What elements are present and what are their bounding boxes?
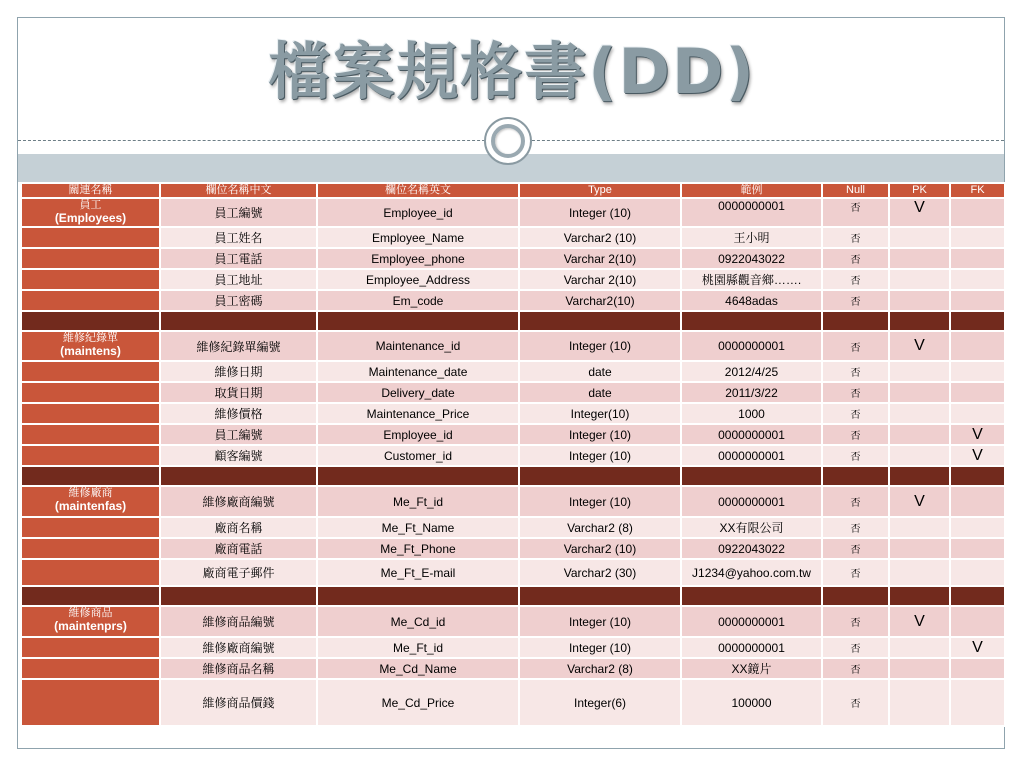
separator-cell (21, 311, 160, 331)
field-name-zh: 維修商品名稱 (160, 658, 317, 679)
field-name-en: Employee_phone (317, 248, 519, 269)
field-null: 否 (822, 331, 889, 361)
separator-cell (681, 466, 822, 486)
field-name-zh: 維修價格 (160, 403, 317, 424)
field-example: 100000 (681, 679, 822, 726)
separator-cell (950, 466, 1005, 486)
field-type: Integer (10) (519, 486, 681, 517)
header-type: Type (519, 183, 681, 198)
field-name-zh: 員工編號 (160, 198, 317, 227)
relation-name-en: (maintenfas) (54, 499, 127, 513)
relation-empty-cell (21, 658, 160, 679)
table-row (21, 227, 1005, 248)
field-type: date (519, 361, 681, 382)
field-name-en: Me_Ft_Phone (317, 538, 519, 559)
field-example: 0000000001 (681, 331, 822, 361)
field-example: 桃園縣觀音鄉……. (681, 269, 822, 290)
field-fk (950, 227, 1005, 248)
separator-cell (160, 311, 317, 331)
field-name-zh: 維修廠商編號 (160, 637, 317, 658)
field-name-en: Employee_Address (317, 269, 519, 290)
separator-cell (681, 311, 822, 331)
relation-empty-cell (21, 227, 160, 248)
relation-name-zh: 維修廠商 (68, 487, 113, 499)
field-name-en: Maintenance_date (317, 361, 519, 382)
relation-empty-cell (21, 424, 160, 445)
group-separator-row (21, 466, 1005, 486)
field-null: 否 (822, 424, 889, 445)
separator-cell (681, 586, 822, 606)
group-separator-row (21, 311, 1005, 331)
relation-name-en: (Employees) (54, 211, 127, 225)
field-name-en: Me_Ft_id (317, 486, 519, 517)
header-field-en: 欄位名稱英文 (317, 183, 519, 198)
separator-cell (21, 586, 160, 606)
field-type: Varchar2 (30) (519, 559, 681, 586)
table-row (21, 361, 1005, 382)
relation-name-zh: 維修紀錄單 (63, 332, 118, 344)
field-name-zh: 員工地址 (160, 269, 317, 290)
field-name-en: Me_Ft_Name (317, 517, 519, 538)
field-name-zh: 取貨日期 (160, 382, 317, 403)
field-fk (950, 198, 1005, 227)
field-name-en: Me_Cd_id (317, 606, 519, 637)
field-example: 2011/3/22 (681, 382, 822, 403)
relation-empty-cell (21, 290, 160, 311)
separator-cell (519, 586, 681, 606)
separator-cell (822, 466, 889, 486)
field-fk (950, 290, 1005, 311)
field-fk (950, 382, 1005, 403)
relation-empty-cell (21, 517, 160, 538)
field-name-en: Employee_id (317, 424, 519, 445)
field-name-zh: 顧客編號 (160, 445, 317, 466)
field-fk (950, 248, 1005, 269)
field-example: 0000000001 (681, 424, 822, 445)
field-pk (889, 227, 950, 248)
header-fk: FK (950, 183, 1005, 198)
field-null: 否 (822, 445, 889, 466)
field-example: 0922043022 (681, 248, 822, 269)
field-example: 0000000001 (681, 637, 822, 658)
relation-name-zh: 員工 (79, 199, 102, 211)
table-row (21, 424, 1005, 445)
field-pk: V (889, 606, 950, 637)
relation-name-cell (21, 606, 160, 637)
field-type: Varchar2(10) (519, 290, 681, 311)
field-pk (889, 269, 950, 290)
separator-cell (317, 311, 519, 331)
field-type: Varchar2 (8) (519, 658, 681, 679)
separator-cell (21, 466, 160, 486)
separator-cell (160, 586, 317, 606)
field-fk: V (950, 424, 1005, 445)
field-name-en: Me_Ft_id (317, 637, 519, 658)
relation-empty-cell (21, 382, 160, 403)
relation-empty-cell (21, 445, 160, 466)
field-fk: V (950, 637, 1005, 658)
separator-cell (519, 466, 681, 486)
separator-cell (160, 466, 317, 486)
field-name-en: Em_code (317, 290, 519, 311)
field-example: 0000000001 (681, 606, 822, 637)
table-row (21, 679, 1005, 726)
table-row (21, 248, 1005, 269)
table-row (21, 198, 1005, 227)
field-name-en: Delivery_date (317, 382, 519, 403)
field-null: 否 (822, 679, 889, 726)
field-type: Integer(10) (519, 403, 681, 424)
field-fk (950, 679, 1005, 726)
field-name-zh: 廠商名稱 (160, 517, 317, 538)
field-name-zh: 員工電話 (160, 248, 317, 269)
relation-name-cell (21, 331, 160, 361)
table-row (21, 637, 1005, 658)
relation-empty-cell (21, 637, 160, 658)
field-pk (889, 637, 950, 658)
separator-cell (822, 311, 889, 331)
relation-empty-cell (21, 403, 160, 424)
field-name-en: Employee_id (317, 198, 519, 227)
field-type: Varchar 2(10) (519, 269, 681, 290)
field-type: Integer (10) (519, 331, 681, 361)
data-dictionary-table (20, 182, 1006, 727)
table-row (21, 445, 1005, 466)
table-header-row (21, 183, 1005, 198)
field-fk (950, 331, 1005, 361)
field-fk (950, 517, 1005, 538)
separator-cell (889, 466, 950, 486)
field-example: 2012/4/25 (681, 361, 822, 382)
separator-cell (889, 586, 950, 606)
field-pk (889, 538, 950, 559)
separator-cell (317, 586, 519, 606)
field-example: 王小明 (681, 227, 822, 248)
field-name-en: Employee_Name (317, 227, 519, 248)
field-name-en: Me_Ft_E-mail (317, 559, 519, 586)
table-row (21, 559, 1005, 586)
field-null: 否 (822, 486, 889, 517)
field-name-zh: 廠商電話 (160, 538, 317, 559)
field-name-en: Me_Cd_Price (317, 679, 519, 726)
table-row (21, 538, 1005, 559)
table-row (21, 290, 1005, 311)
relation-name-cell (21, 198, 160, 227)
field-name-zh: 維修日期 (160, 361, 317, 382)
separator-cell (317, 466, 519, 486)
header-pk: PK (889, 183, 950, 198)
relation-name-cell (21, 486, 160, 517)
relation-empty-cell (21, 361, 160, 382)
field-example: J1234@yahoo.com.tw (681, 559, 822, 586)
separator-cell (950, 311, 1005, 331)
header-field-zh: 欄位名稱中文 (160, 183, 317, 198)
field-name-zh: 維修商品價錢 (160, 679, 317, 726)
header-example: 範例 (681, 183, 822, 198)
field-example: XX有限公司 (681, 517, 822, 538)
table-row (21, 658, 1005, 679)
table-row (21, 606, 1005, 637)
separator-cell (889, 311, 950, 331)
field-null: 否 (822, 269, 889, 290)
field-pk (889, 658, 950, 679)
relation-empty-cell (21, 269, 160, 290)
relation-name-en: (maintenprs) (54, 619, 127, 633)
field-name-zh: 維修廠商編號 (160, 486, 317, 517)
field-null: 否 (822, 382, 889, 403)
field-name-en: Me_Cd_Name (317, 658, 519, 679)
field-pk (889, 445, 950, 466)
field-pk (889, 361, 950, 382)
field-fk (950, 658, 1005, 679)
relation-name-zh: 維修商品 (68, 607, 113, 619)
table-row (21, 382, 1005, 403)
field-example: XX鏡片 (681, 658, 822, 679)
field-pk (889, 679, 950, 726)
field-type: Integer (10) (519, 606, 681, 637)
field-type: Varchar2 (8) (519, 517, 681, 538)
field-name-en: Customer_id (317, 445, 519, 466)
header-relation: 關連名稱 (21, 183, 160, 198)
field-null: 否 (822, 559, 889, 586)
field-pk (889, 424, 950, 445)
relation-name-en: (maintens) (60, 344, 121, 358)
field-type: Integer (10) (519, 445, 681, 466)
field-null: 否 (822, 198, 889, 227)
field-type: Varchar 2(10) (519, 248, 681, 269)
field-type: Varchar2 (10) (519, 227, 681, 248)
field-fk (950, 403, 1005, 424)
field-type: Integer (10) (519, 637, 681, 658)
table-row (21, 403, 1005, 424)
field-null: 否 (822, 606, 889, 637)
field-pk (889, 403, 950, 424)
group-separator-row (21, 586, 1005, 606)
field-fk (950, 606, 1005, 637)
field-pk: V (889, 486, 950, 517)
header-null: Null (822, 183, 889, 198)
field-name-zh: 維修商品編號 (160, 606, 317, 637)
field-null: 否 (822, 517, 889, 538)
field-fk: V (950, 445, 1005, 466)
table-row (21, 331, 1005, 361)
field-example: 0000000001 (681, 198, 822, 227)
field-name-zh: 員工編號 (160, 424, 317, 445)
field-null: 否 (822, 227, 889, 248)
relation-empty-cell (21, 559, 160, 586)
field-pk (889, 517, 950, 538)
field-example: 0922043022 (681, 538, 822, 559)
field-pk (889, 382, 950, 403)
field-null: 否 (822, 290, 889, 311)
field-fk (950, 486, 1005, 517)
relation-empty-cell (21, 248, 160, 269)
field-null: 否 (822, 248, 889, 269)
field-fk (950, 269, 1005, 290)
field-fk (950, 559, 1005, 586)
field-pk: V (889, 198, 950, 227)
field-fk (950, 538, 1005, 559)
field-null: 否 (822, 538, 889, 559)
field-example: 0000000001 (681, 486, 822, 517)
field-pk: V (889, 331, 950, 361)
field-name-zh: 廠商電子郵件 (160, 559, 317, 586)
field-pk (889, 248, 950, 269)
field-fk (950, 361, 1005, 382)
field-name-en: Maintenance_Price (317, 403, 519, 424)
field-type: Integer(6) (519, 679, 681, 726)
relation-empty-cell (21, 679, 160, 726)
page-title: 檔案規格書(DD) (268, 35, 756, 108)
field-null: 否 (822, 658, 889, 679)
field-pk (889, 559, 950, 586)
field-null: 否 (822, 403, 889, 424)
table-row (21, 486, 1005, 517)
field-name-zh: 員工密碼 (160, 290, 317, 311)
circle-ornament-icon (484, 117, 532, 165)
field-name-zh: 維修紀錄單編號 (160, 331, 317, 361)
field-null: 否 (822, 637, 889, 658)
field-pk (889, 290, 950, 311)
separator-cell (950, 586, 1005, 606)
table-row (21, 269, 1005, 290)
field-name-en: Maintenance_id (317, 331, 519, 361)
field-null: 否 (822, 361, 889, 382)
separator-cell (519, 311, 681, 331)
field-example: 0000000001 (681, 445, 822, 466)
table-row (21, 517, 1005, 538)
separator-cell (822, 586, 889, 606)
field-type: Integer (10) (519, 198, 681, 227)
field-example: 1000 (681, 403, 822, 424)
field-type: Varchar2 (10) (519, 538, 681, 559)
field-example: 4648adas (681, 290, 822, 311)
relation-empty-cell (21, 538, 160, 559)
field-type: date (519, 382, 681, 403)
field-type: Integer (10) (519, 424, 681, 445)
field-name-zh: 員工姓名 (160, 227, 317, 248)
